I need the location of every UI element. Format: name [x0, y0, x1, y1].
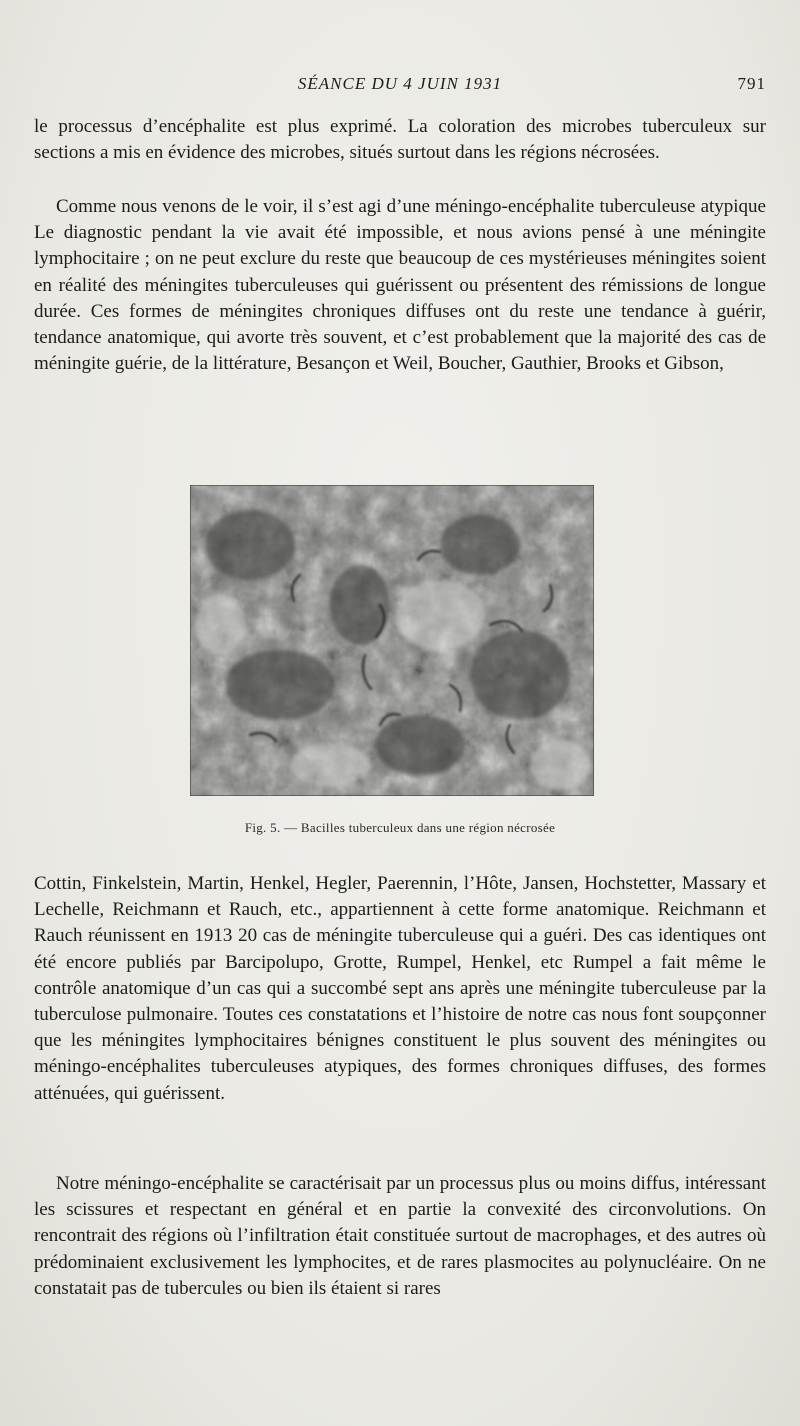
paragraph-4-text: Notre méningo-encéphalite se caractérisait par un processus plus ou moins diffus, intéressant les scissures et respectant en général et en partie la convexité des circonvolutions. On rencontrait des régions où l’infiltration était constituée surtout de macrophages, et des autres où prédominaient exclusivement les lymphocites, et de rares plasmocites au polynucléaire. On ne constatait pas de tubercules ou bien ils étaient si rares [34, 1173, 766, 1299]
paragraph-3: Cottin, Finkelstein, Martin, Henkel, Hegler, Paerennin, l’Hôte, Jansen, Hochstetter, Massary et Lechelle, Reichmann et Rauch, etc., appartiennent à cette forme anatomique. Reichmann et Rauch réunissent en 1913 20 cas de méningite tuberculeuse qui a guéri. Des cas identiques ont été encore publiés par Barcipolupo, Grotte, Rumpel, Henkel, etc Rumpel a fait même le contrôle anatomique d’un cas qui a succombé sept ans après une méningite tuberculeuse par la tuberculose pulmonaire. Toutes ces constatations et l’histoire de notre cas nous font soupçonner que les méningites lymphocitaires bénignes constituent le plus souvent des méningites ou méningo-encéphalites tuberculeuses atypiques, des formes chroniques diffuses, des formes atténuées, qui guérissent. [34, 873, 766, 1104]
running-title: SÉANCE DU 4 JUIN 1931 [297, 74, 503, 93]
page-number: 791 [737, 74, 766, 93]
paragraph-2-text: Comme nous venons de le voir, il s’est agi d’une méningo-encéphalite tuberculeuse atypique Le diagnostic pendant la vie avait été impossible, et nous avions pensé à une méningite lymphocitaire ; on ne peut exclure du reste que beaucoup de ces mystérieuses méningites soient en réalité des méningites tuberculeuses qui guérissent ou présentent des rémissions de longue durée. Ces formes de méningites chroniques diffuses ont du reste une tendance à guérir, tendance anatomique, qui avorte très souvent, et c’est probablement que la majorité des cas de méningite guérie, de la littérature, Besançon et Weil, Boucher, Gauthier, Brooks et Gibson, [34, 196, 766, 375]
paragraph-1: le processus d’encéphalite est plus exprimé. La coloration des microbes tuberculeux sur sections a mis en évidence des microbes, situés surtout dans les régions nécrosées. [34, 116, 766, 164]
micrograph-figure [190, 485, 594, 796]
paragraph-4 [34, 1171, 766, 1302]
figure-caption: Fig. 5. — Bacilles tuberculeux dans une région nécrosée [244, 820, 556, 835]
micrograph-image [190, 485, 594, 796]
running-header [34, 74, 766, 104]
paragraph-2 [34, 194, 766, 377]
